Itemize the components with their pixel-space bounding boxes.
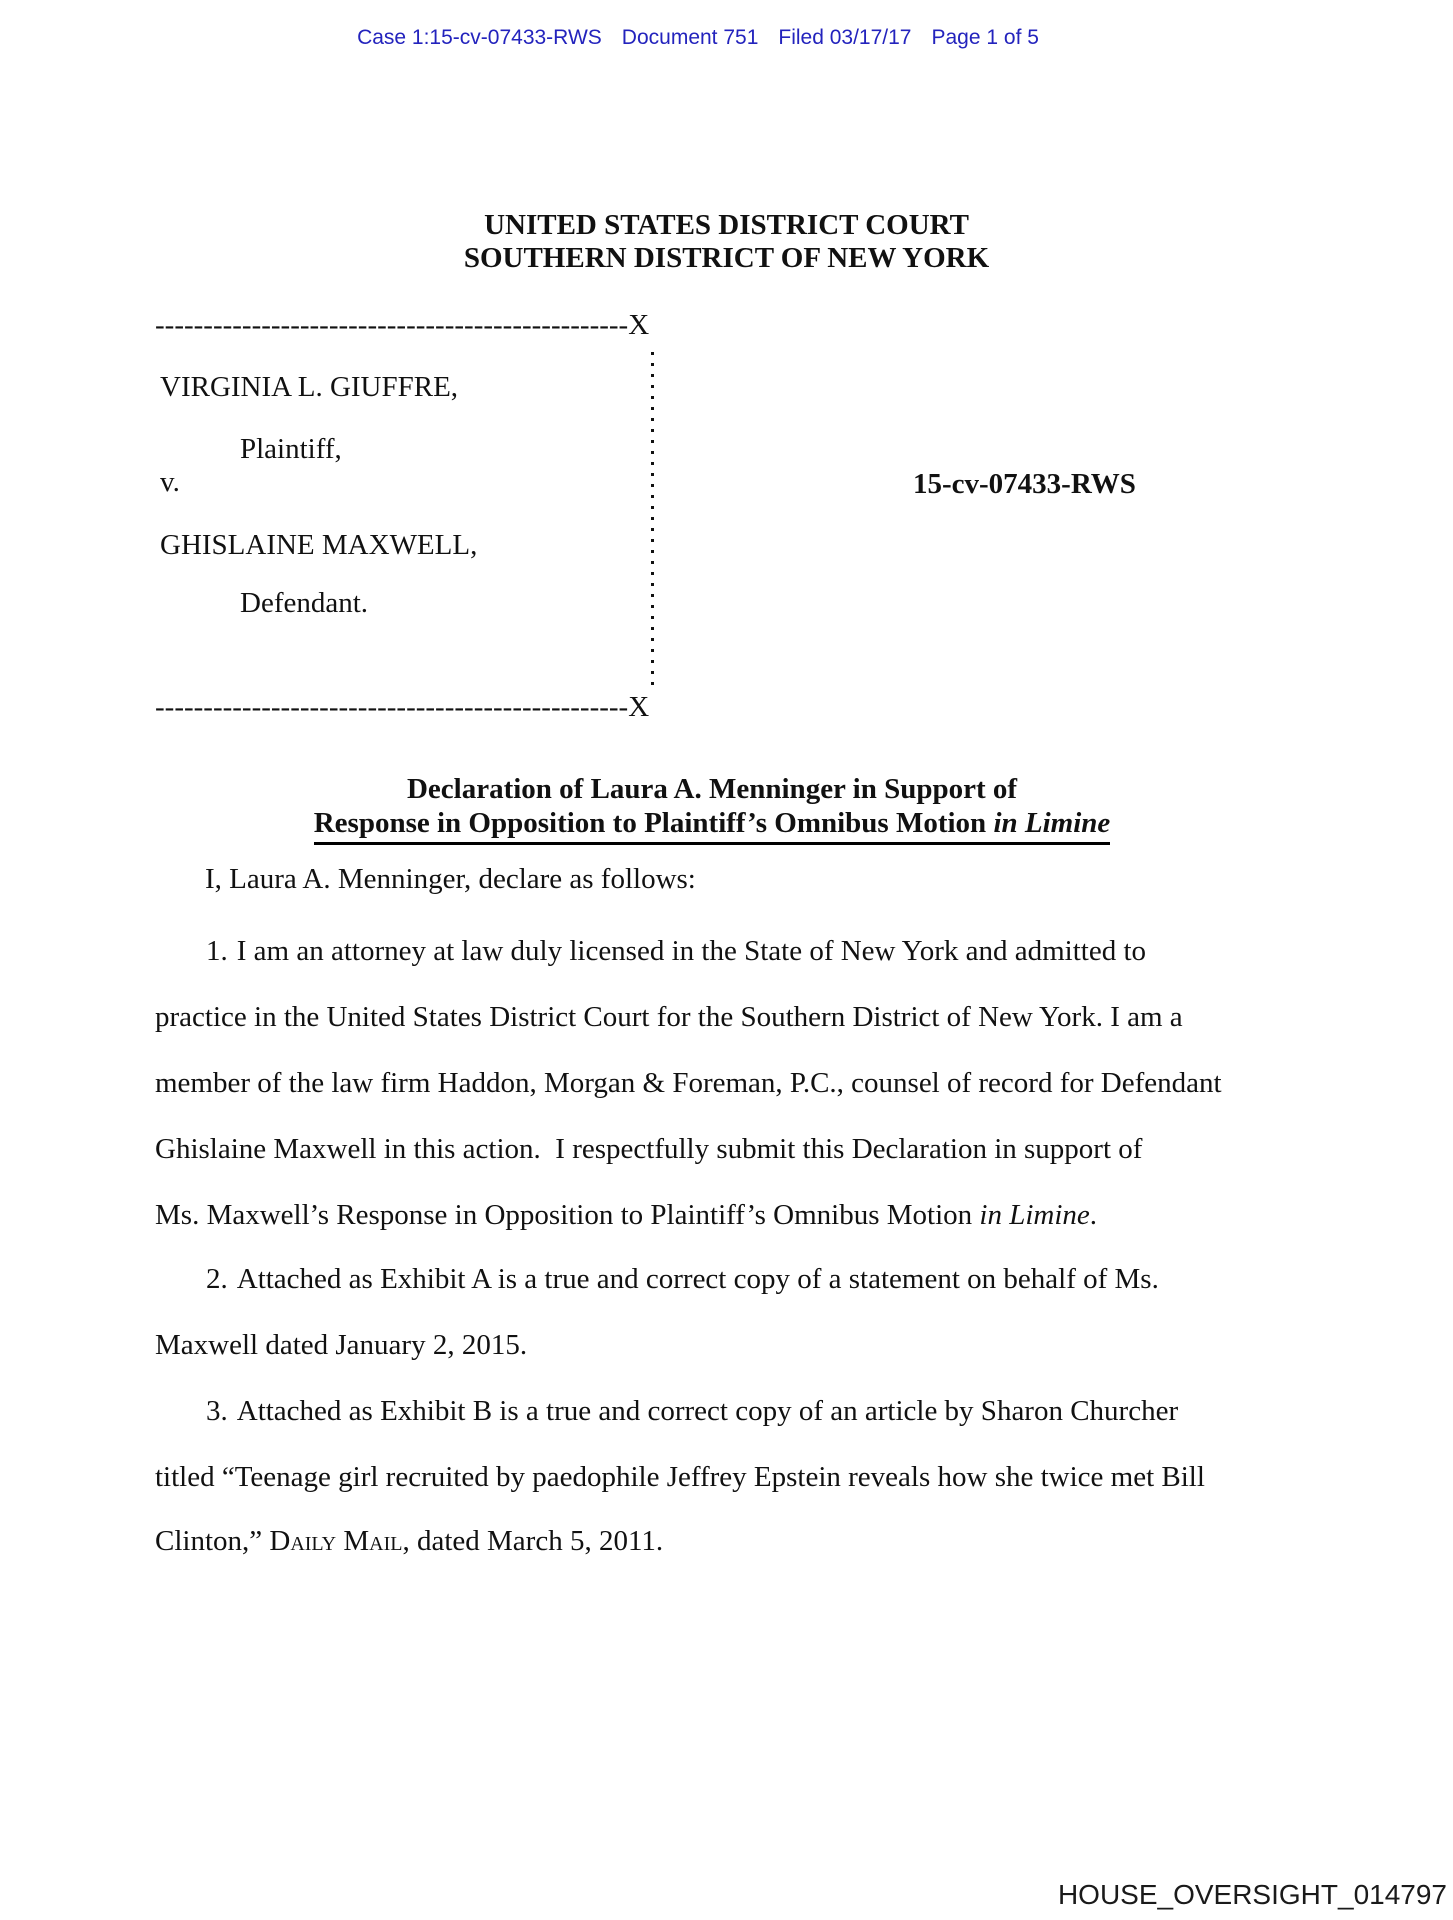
- paragraph-1-line-3: member of the law firm Haddon, Morgan & Foreman, P.C., counsel of record for Defendant: [155, 1067, 1222, 1099]
- caption-rule-bottom: [155, 691, 649, 724]
- case-number: 15-cv-07433-RWS: [913, 468, 1136, 500]
- court-title-line1: UNITED STATES DISTRICT COURT: [484, 209, 969, 241]
- declaration-title-line2-italic: in Limine: [993, 807, 1111, 839]
- plaintiff-name: VIRGINIA L. GIUFFRE,: [160, 371, 459, 403]
- stamp-document-number: Document 751: [621, 26, 759, 49]
- plaintiff-label: Plaintiff,: [240, 433, 342, 465]
- declaration-intro-line: I, Laura A. Menninger, declare as follows:: [205, 863, 696, 895]
- paragraph-2-line-1: [206, 1263, 1159, 1296]
- caption-rule-top: [155, 309, 649, 342]
- bates-number: HOUSE_OVERSIGHT_014797: [1057, 1879, 1447, 1910]
- paragraph-1-line-4: Ghislaine Maxwell in this action. I respectfully submit this Declaration in support of: [155, 1133, 1143, 1165]
- paragraph-3-line-1-text: Attached as Exhibit B is a true and correct copy of an article by Sharon Churcher: [236, 1395, 1179, 1427]
- court-title: [0, 209, 1453, 275]
- paragraph-1-line-5-period: .: [1089, 1199, 1098, 1231]
- caption-rule-top-dashes: -------------------------------------------------: [155, 309, 629, 341]
- paragraph-3-line-1: [206, 1395, 1178, 1428]
- stamp-case-number: Case 1:15-cv-07433-RWS: [357, 26, 602, 49]
- paragraph-3-line-3-date: , dated March 5, 2011.: [402, 1525, 664, 1557]
- caption-rule-bottom-x: X: [628, 691, 650, 723]
- declaration-title-line2: [0, 806, 1424, 845]
- defendant-name: GHISLAINE MAXWELL,: [160, 529, 478, 561]
- paragraph-1-line-1: [206, 935, 1146, 968]
- defendant-label: Defendant.: [240, 587, 369, 619]
- paragraph-1-line-2: practice in the United States District Court for the Southern District of New York. I am a: [155, 1001, 1183, 1033]
- paragraph-1-line-5-text: Ms. Maxwell’s Response in Opposition to Plaintiff’s Omnibus Motion: [155, 1199, 980, 1231]
- caption-rule-top-x: X: [628, 309, 650, 341]
- paragraph-2-line-2: Maxwell dated January 2, 2015.: [155, 1329, 528, 1361]
- paragraph-1-line-5: [155, 1199, 1097, 1232]
- declaration-title-line2-text: Response in Opposition to Plaintiff’s Omnibus Motion: [313, 807, 994, 839]
- caption-rule-bottom-dashes: -------------------------------------------------: [155, 691, 629, 723]
- paragraph-2-number: 2.: [206, 1263, 228, 1295]
- stamp-filed-date: Filed 03/17/17: [778, 26, 912, 49]
- paragraph-3-publication-name: Daily Mail: [269, 1525, 403, 1557]
- declaration-title-line1: Declaration of Laura A. Menninger in Support of: [406, 773, 1018, 805]
- court-title-line2: SOUTHERN DISTRICT OF NEW YORK: [463, 242, 990, 274]
- paragraph-1-number: 1.: [206, 935, 228, 967]
- stamp-page-number: Page 1 of 5: [931, 26, 1039, 49]
- pacer-header-stamp: [0, 26, 1396, 50]
- paragraph-3-line-3-text: Clinton,”: [155, 1525, 270, 1557]
- declaration-title: [0, 772, 1424, 845]
- paragraph-3-line-3: [155, 1525, 663, 1558]
- paragraph-3-number: 3.: [206, 1395, 228, 1427]
- paragraph-3-line-2: titled “Teenage girl recruited by paedophile Jeffrey Epstein reveals how she twice met Bill: [155, 1461, 1205, 1493]
- paragraph-1-line-1-text: I am an attorney at law duly licensed in the State of New York and admitted to: [236, 935, 1147, 967]
- versus-label: v.: [160, 466, 180, 498]
- paragraph-1-line-5-italic: in Limine: [979, 1199, 1090, 1231]
- caption-dotted-divider: [651, 352, 654, 685]
- paragraph-2-line-1-text: Attached as Exhibit A is a true and correct copy of a statement on behalf of Ms.: [236, 1263, 1159, 1295]
